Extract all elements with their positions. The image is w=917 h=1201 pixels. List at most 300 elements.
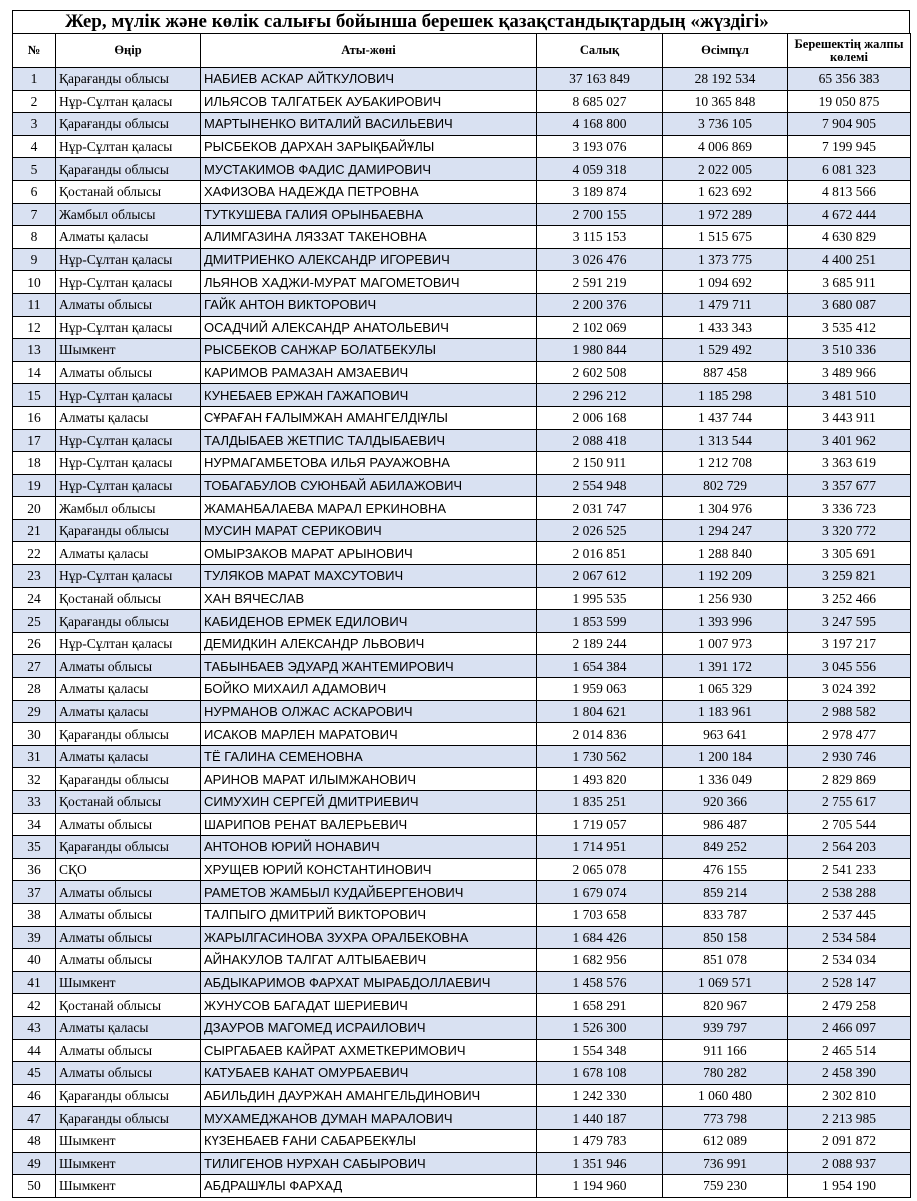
cell-penalty: 851 078 [663,949,788,972]
cell-total: 2 466 097 [788,1016,911,1039]
table-row [13,497,911,520]
cell-no: 1 [13,68,56,91]
table-row [13,836,911,859]
table-row [13,1129,911,1152]
header-total [788,34,911,68]
cell-tax: 2 591 219 [537,271,663,294]
cell-penalty: 1 185 298 [663,384,788,407]
cell-tax: 1 853 599 [537,610,663,633]
cell-no: 45 [13,1062,56,1085]
cell-total: 1 954 190 [788,1175,911,1198]
cell-tax: 1 995 535 [537,587,663,610]
cell-total: 4 400 251 [788,248,911,271]
cell-total: 3 481 510 [788,384,911,407]
cell-penalty: 1 515 675 [663,226,788,249]
cell-name: РЫСБЕКОВ ДАРХАН ЗАРЫҚБАЙҰЛЫ [201,135,537,158]
cell-tax: 1 658 291 [537,994,663,1017]
cell-tax: 2 014 836 [537,723,663,746]
cell-no: 28 [13,678,56,701]
cell-no: 24 [13,587,56,610]
header-tax: Салық [537,34,663,68]
cell-name: ТИЛИГЕНОВ НУРХАН САБЫРОВИЧ [201,1152,537,1175]
cell-tax: 2 150 911 [537,452,663,475]
cell-penalty: 1 256 930 [663,587,788,610]
cell-penalty: 1 479 711 [663,293,788,316]
table-row [13,339,911,362]
cell-name: МУСИН МАРАТ СЕРИКОВИЧ [201,519,537,542]
cell-total: 3 045 556 [788,655,911,678]
cell-region: Шымкент [56,1175,201,1198]
cell-total: 3 247 595 [788,610,911,633]
cell-region: Қарағанды облысы [56,519,201,542]
cell-tax: 2 067 612 [537,565,663,588]
cell-total: 3 357 677 [788,474,911,497]
table-row [13,158,911,181]
table-row [13,542,911,565]
header-total-line2: көлемі [829,49,868,64]
cell-penalty: 1 336 049 [663,768,788,791]
sheet-title: Жер, мүлік және көлік салығы бойынша берешек қазақстандықтардың «жүздігі» [12,10,910,33]
cell-no: 13 [13,339,56,362]
cell-region: Қарағанды облысы [56,68,201,91]
cell-no: 2 [13,90,56,113]
cell-no: 50 [13,1175,56,1198]
cell-region: Қарағанды облысы [56,1107,201,1130]
cell-tax: 1 654 384 [537,655,663,678]
cell-tax: 1 526 300 [537,1016,663,1039]
cell-region: Алматы қаласы [56,542,201,565]
cell-total: 3 535 412 [788,316,911,339]
cell-total: 3 510 336 [788,339,911,362]
cell-region: Алматы облысы [56,1062,201,1085]
cell-tax: 1 684 426 [537,926,663,949]
cell-penalty: 802 729 [663,474,788,497]
cell-no: 23 [13,565,56,588]
cell-no: 46 [13,1084,56,1107]
cell-region: Қарағанды облысы [56,158,201,181]
cell-name: КАТУБАЕВ КАНАТ ОМУРБАЕВИЧ [201,1062,537,1085]
cell-tax: 2 088 418 [537,429,663,452]
cell-penalty: 1 433 343 [663,316,788,339]
cell-total: 3 320 772 [788,519,911,542]
cell-penalty: 1 065 329 [663,678,788,701]
cell-penalty: 736 991 [663,1152,788,1175]
cell-name: АЛИМГАЗИНА ЛЯЗЗАТ ТАКЕНОВНА [201,226,537,249]
table-row [13,519,911,542]
cell-tax: 2 065 078 [537,858,663,881]
cell-no: 39 [13,926,56,949]
cell-region: Қарағанды облысы [56,836,201,859]
cell-name: ТОБАГАБУЛОВ СУЮНБАЙ АБИЛАЖОВИЧ [201,474,537,497]
cell-no: 25 [13,610,56,633]
cell-name: ТАЛПЫГО ДМИТРИЙ ВИКТОРОВИЧ [201,903,537,926]
cell-name: ШАРИПОВ РЕНАТ ВАЛЕРЬЕВИЧ [201,813,537,836]
cell-region: Нұр-Сұлтан қаласы [56,248,201,271]
cell-region: Шымкент [56,971,201,994]
table-row [13,994,911,1017]
cell-name: НУРМАГАМБЕТОВА ИЛЬЯ РАУАЖОВНА [201,452,537,475]
table-row [13,813,911,836]
cell-tax: 1 458 576 [537,971,663,994]
cell-tax: 3 189 874 [537,180,663,203]
cell-total: 3 305 691 [788,542,911,565]
table-row [13,293,911,316]
cell-total: 3 024 392 [788,678,911,701]
cell-tax: 1 554 348 [537,1039,663,1062]
table-row [13,135,911,158]
table-row [13,858,911,881]
cell-region: Қарағанды облысы [56,768,201,791]
cell-name: ТУТКУШЕВА ГАЛИЯ ОРЫНБАЕВНА [201,203,537,226]
cell-name: АБДРАШҰЛЫ ФАРХАД [201,1175,537,1198]
cell-no: 38 [13,903,56,926]
cell-name: РЫСБЕКОВ САНЖАР БОЛАТБЕКУЛЫ [201,339,537,362]
cell-no: 31 [13,745,56,768]
table-row [13,429,911,452]
table-header [13,34,911,68]
table-row [13,361,911,384]
cell-region: Алматы облысы [56,293,201,316]
cell-no: 48 [13,1129,56,1152]
cell-tax: 1 804 621 [537,700,663,723]
cell-penalty: 780 282 [663,1062,788,1085]
cell-penalty: 849 252 [663,836,788,859]
table-row [13,700,911,723]
cell-no: 43 [13,1016,56,1039]
cell-tax: 2 700 155 [537,203,663,226]
table-row [13,723,911,746]
cell-penalty: 1 060 480 [663,1084,788,1107]
cell-name: ДМИТРИЕНКО АЛЕКСАНДР ИГОРЕВИЧ [201,248,537,271]
cell-tax: 1 351 946 [537,1152,663,1175]
debtors-table [12,33,911,1198]
cell-name: МУХАМЕДЖАНОВ ДУМАН МАРАЛОВИЧ [201,1107,537,1130]
cell-penalty: 920 366 [663,791,788,814]
cell-total: 2 302 810 [788,1084,911,1107]
cell-tax: 2 602 508 [537,361,663,384]
cell-region: Алматы облысы [56,881,201,904]
cell-region: Нұр-Сұлтан қаласы [56,565,201,588]
cell-total: 3 363 619 [788,452,911,475]
cell-no: 33 [13,791,56,814]
cell-total: 2 541 233 [788,858,911,881]
cell-total: 3 489 966 [788,361,911,384]
cell-total: 2 930 746 [788,745,911,768]
cell-no: 17 [13,429,56,452]
cell-penalty: 850 158 [663,926,788,949]
cell-no: 35 [13,836,56,859]
cell-tax: 1 242 330 [537,1084,663,1107]
cell-tax: 3 115 153 [537,226,663,249]
cell-no: 11 [13,293,56,316]
cell-name: ЖУНУСОВ БАГАДАТ ШЕРИЕВИЧ [201,994,537,1017]
cell-penalty: 1 373 775 [663,248,788,271]
table-row [13,1107,911,1130]
cell-total: 65 356 383 [788,68,911,91]
cell-name: АРИНОВ МАРАТ ИЛЫМЖАНОВИЧ [201,768,537,791]
cell-tax: 8 685 027 [537,90,663,113]
cell-region: Алматы қаласы [56,700,201,723]
cell-penalty: 1 391 172 [663,655,788,678]
table-row [13,113,911,136]
table-row [13,180,911,203]
cell-name: ТАЛДЫБАЕВ ЖЕТПИС ТАЛДЫБАЕВИЧ [201,429,537,452]
cell-region: Нұр-Сұлтан қаласы [56,474,201,497]
cell-name: ДЗАУРОВ МАГОМЕД ИСРАИЛОВИЧ [201,1016,537,1039]
header-region: Өңір [56,34,201,68]
cell-penalty: 859 214 [663,881,788,904]
cell-penalty: 10 365 848 [663,90,788,113]
cell-no: 41 [13,971,56,994]
cell-tax: 1 719 057 [537,813,663,836]
cell-name: ЛЬЯНОВ ХАДЖИ-МУРАТ МАГОМЕТОВИЧ [201,271,537,294]
cell-penalty: 887 458 [663,361,788,384]
cell-penalty: 1 069 571 [663,971,788,994]
cell-name: НУРМАНОВ ОЛЖАС АСКАРОВИЧ [201,700,537,723]
cell-name: АЙНАКУЛОВ ТАЛГАТ АЛТЫБАЕВИЧ [201,949,537,972]
cell-tax: 3 026 476 [537,248,663,271]
cell-total: 4 672 444 [788,203,911,226]
cell-tax: 2 016 851 [537,542,663,565]
cell-name: МАРТЫНЕНКО ВИТАЛИЙ ВАСИЛЬЕВИЧ [201,113,537,136]
cell-penalty: 1 529 492 [663,339,788,362]
cell-name: СИМУХИН СЕРГЕЙ ДМИТРИЕВИЧ [201,791,537,814]
table-row [13,745,911,768]
cell-region: Жамбыл облысы [56,203,201,226]
cell-name: ТАБЫНБАЕВ ЭДУАРД ЖАНТЕМИРОВИЧ [201,655,537,678]
cell-no: 30 [13,723,56,746]
table-row [13,971,911,994]
table-row [13,1039,911,1062]
cell-penalty: 1 288 840 [663,542,788,565]
cell-total: 2 088 937 [788,1152,911,1175]
cell-tax: 1 980 844 [537,339,663,362]
cell-total: 7 904 905 [788,113,911,136]
table-row [13,632,911,655]
cell-no: 22 [13,542,56,565]
cell-penalty: 986 487 [663,813,788,836]
cell-tax: 2 200 376 [537,293,663,316]
cell-penalty: 1 007 973 [663,632,788,655]
cell-total: 2 564 203 [788,836,911,859]
cell-name: ОМЫРЗАКОВ МАРАТ АРЫНОВИЧ [201,542,537,565]
cell-no: 4 [13,135,56,158]
cell-tax: 1 959 063 [537,678,663,701]
cell-no: 34 [13,813,56,836]
cell-total: 2 829 869 [788,768,911,791]
cell-name: СҰРАҒАН ҒАЛЫМЖАН АМАНГЕЛДІҰЛЫ [201,406,537,429]
cell-total: 3 443 911 [788,406,911,429]
cell-region: Алматы қаласы [56,1016,201,1039]
cell-region: Алматы облысы [56,926,201,949]
table-row [13,226,911,249]
cell-name: КАРИМОВ РАМАЗАН АМЗАЕВИЧ [201,361,537,384]
cell-name: БОЙКО МИХАИЛ АДАМОВИЧ [201,678,537,701]
table-row [13,881,911,904]
cell-name: АБИЛЬДИН ДАУРЖАН АМАНГЕЛЬДИНОВИЧ [201,1084,537,1107]
cell-total: 2 534 584 [788,926,911,949]
cell-no: 21 [13,519,56,542]
cell-no: 44 [13,1039,56,1062]
cell-region: Алматы облысы [56,655,201,678]
cell-region: Алматы қаласы [56,406,201,429]
cell-tax: 2 102 069 [537,316,663,339]
cell-region: Шымкент [56,339,201,362]
cell-region: Қостанай облысы [56,587,201,610]
cell-total: 2 537 445 [788,903,911,926]
cell-tax: 1 714 951 [537,836,663,859]
cell-penalty: 939 797 [663,1016,788,1039]
cell-name: СЫРГАБАЕВ КАЙРАТ АХМЕТКЕРИМОВИЧ [201,1039,537,1062]
cell-no: 47 [13,1107,56,1130]
table-row [13,1152,911,1175]
cell-total: 2 534 034 [788,949,911,972]
table-row [13,565,911,588]
cell-tax: 1 479 783 [537,1129,663,1152]
cell-name: КҮЗЕНБАЕВ ҒАНИ САБАРБЕКҰЛЫ [201,1129,537,1152]
cell-region: Қостанай облысы [56,994,201,1017]
cell-total: 6 081 323 [788,158,911,181]
cell-no: 18 [13,452,56,475]
cell-total: 19 050 875 [788,90,911,113]
table-row [13,68,911,91]
cell-no: 9 [13,248,56,271]
cell-region: Нұр-Сұлтан қаласы [56,429,201,452]
cell-region: Қарағанды облысы [56,113,201,136]
cell-name: ТЁ ГАЛИНА СЕМЕНОВНА [201,745,537,768]
header-no: № [13,34,56,68]
cell-region: Алматы қаласы [56,678,201,701]
cell-region: Қарағанды облысы [56,723,201,746]
cell-penalty: 1 212 708 [663,452,788,475]
cell-penalty: 963 641 [663,723,788,746]
header-row [13,34,911,68]
cell-name: ХАФИЗОВА НАДЕЖДА ПЕТРОВНА [201,180,537,203]
cell-region: Алматы облысы [56,813,201,836]
cell-tax: 1 194 960 [537,1175,663,1198]
cell-no: 27 [13,655,56,678]
cell-region: Нұр-Сұлтан қаласы [56,135,201,158]
cell-region: Шымкент [56,1152,201,1175]
cell-no: 6 [13,180,56,203]
cell-no: 12 [13,316,56,339]
cell-total: 3 685 911 [788,271,911,294]
cell-region: Қарағанды облысы [56,1084,201,1107]
cell-no: 49 [13,1152,56,1175]
table-row [13,949,911,972]
cell-tax: 2 189 244 [537,632,663,655]
cell-name: ИЛЬЯСОВ ТАЛГАТБЕК АУБАКИРОВИЧ [201,90,537,113]
cell-region: Қарағанды облысы [56,610,201,633]
cell-region: Нұр-Сұлтан қаласы [56,632,201,655]
table-row [13,452,911,475]
cell-total: 7 199 945 [788,135,911,158]
table-row [13,1084,911,1107]
cell-total: 3 401 962 [788,429,911,452]
table-row [13,474,911,497]
cell-region: Қостанай облысы [56,791,201,814]
cell-region: Шымкент [56,1129,201,1152]
cell-penalty: 2 022 005 [663,158,788,181]
cell-total: 2 988 582 [788,700,911,723]
table-row [13,610,911,633]
cell-total: 3 259 821 [788,565,911,588]
cell-name: РАМЕТОВ ЖАМБЫЛ КУДАЙБЕРГЕНОВИЧ [201,881,537,904]
cell-no: 20 [13,497,56,520]
cell-penalty: 833 787 [663,903,788,926]
table-row [13,926,911,949]
cell-name: КАБИДЕНОВ ЕРМЕК ЕДИЛОВИЧ [201,610,537,633]
cell-no: 37 [13,881,56,904]
cell-region: Жамбыл облысы [56,497,201,520]
cell-total: 3 680 087 [788,293,911,316]
cell-penalty: 3 736 105 [663,113,788,136]
cell-name: КУНЕБАЕВ ЕРЖАН ГАЖАПОВИЧ [201,384,537,407]
cell-total: 2 091 872 [788,1129,911,1152]
cell-region: Алматы облысы [56,949,201,972]
cell-penalty: 1 192 209 [663,565,788,588]
table-row [13,1062,911,1085]
debtors-sheet [12,10,910,1198]
cell-penalty: 1 393 996 [663,610,788,633]
cell-penalty: 773 798 [663,1107,788,1130]
cell-penalty: 1 200 184 [663,745,788,768]
cell-name: АНТОНОВ ЮРИЙ НОНАВИЧ [201,836,537,859]
cell-no: 16 [13,406,56,429]
cell-no: 15 [13,384,56,407]
cell-tax: 2 554 948 [537,474,663,497]
cell-total: 3 197 217 [788,632,911,655]
cell-no: 26 [13,632,56,655]
cell-name: ТУЛЯКОВ МАРАТ МАХСУТОВИЧ [201,565,537,588]
cell-no: 36 [13,858,56,881]
table-row [13,587,911,610]
cell-penalty: 476 155 [663,858,788,881]
cell-region: Нұр-Сұлтан қаласы [56,90,201,113]
table-row [13,678,911,701]
cell-region: Қостанай облысы [56,180,201,203]
cell-no: 3 [13,113,56,136]
cell-tax: 4 059 318 [537,158,663,181]
cell-no: 29 [13,700,56,723]
table-row [13,90,911,113]
cell-tax: 1 493 820 [537,768,663,791]
cell-total: 2 538 288 [788,881,911,904]
table-row [13,384,911,407]
table-row [13,406,911,429]
cell-tax: 2 296 212 [537,384,663,407]
header-penalty: Өсімпұл [663,34,788,68]
cell-total: 2 705 544 [788,813,911,836]
table-row [13,791,911,814]
cell-region: Алматы облысы [56,903,201,926]
cell-region: Нұр-Сұлтан қаласы [56,452,201,475]
cell-penalty: 1 972 289 [663,203,788,226]
cell-name: НАБИЕВ АСКАР АЙТКУЛОВИЧ [201,68,537,91]
cell-total: 4 813 566 [788,180,911,203]
cell-penalty: 4 006 869 [663,135,788,158]
table-row [13,655,911,678]
cell-no: 7 [13,203,56,226]
cell-no: 42 [13,994,56,1017]
cell-region: Нұр-Сұлтан қаласы [56,271,201,294]
cell-total: 2 978 477 [788,723,911,746]
cell-tax: 2 006 168 [537,406,663,429]
table-row [13,203,911,226]
cell-no: 10 [13,271,56,294]
table-row [13,768,911,791]
cell-name: МУСТАКИМОВ ФАДИС ДАМИРОВИЧ [201,158,537,181]
